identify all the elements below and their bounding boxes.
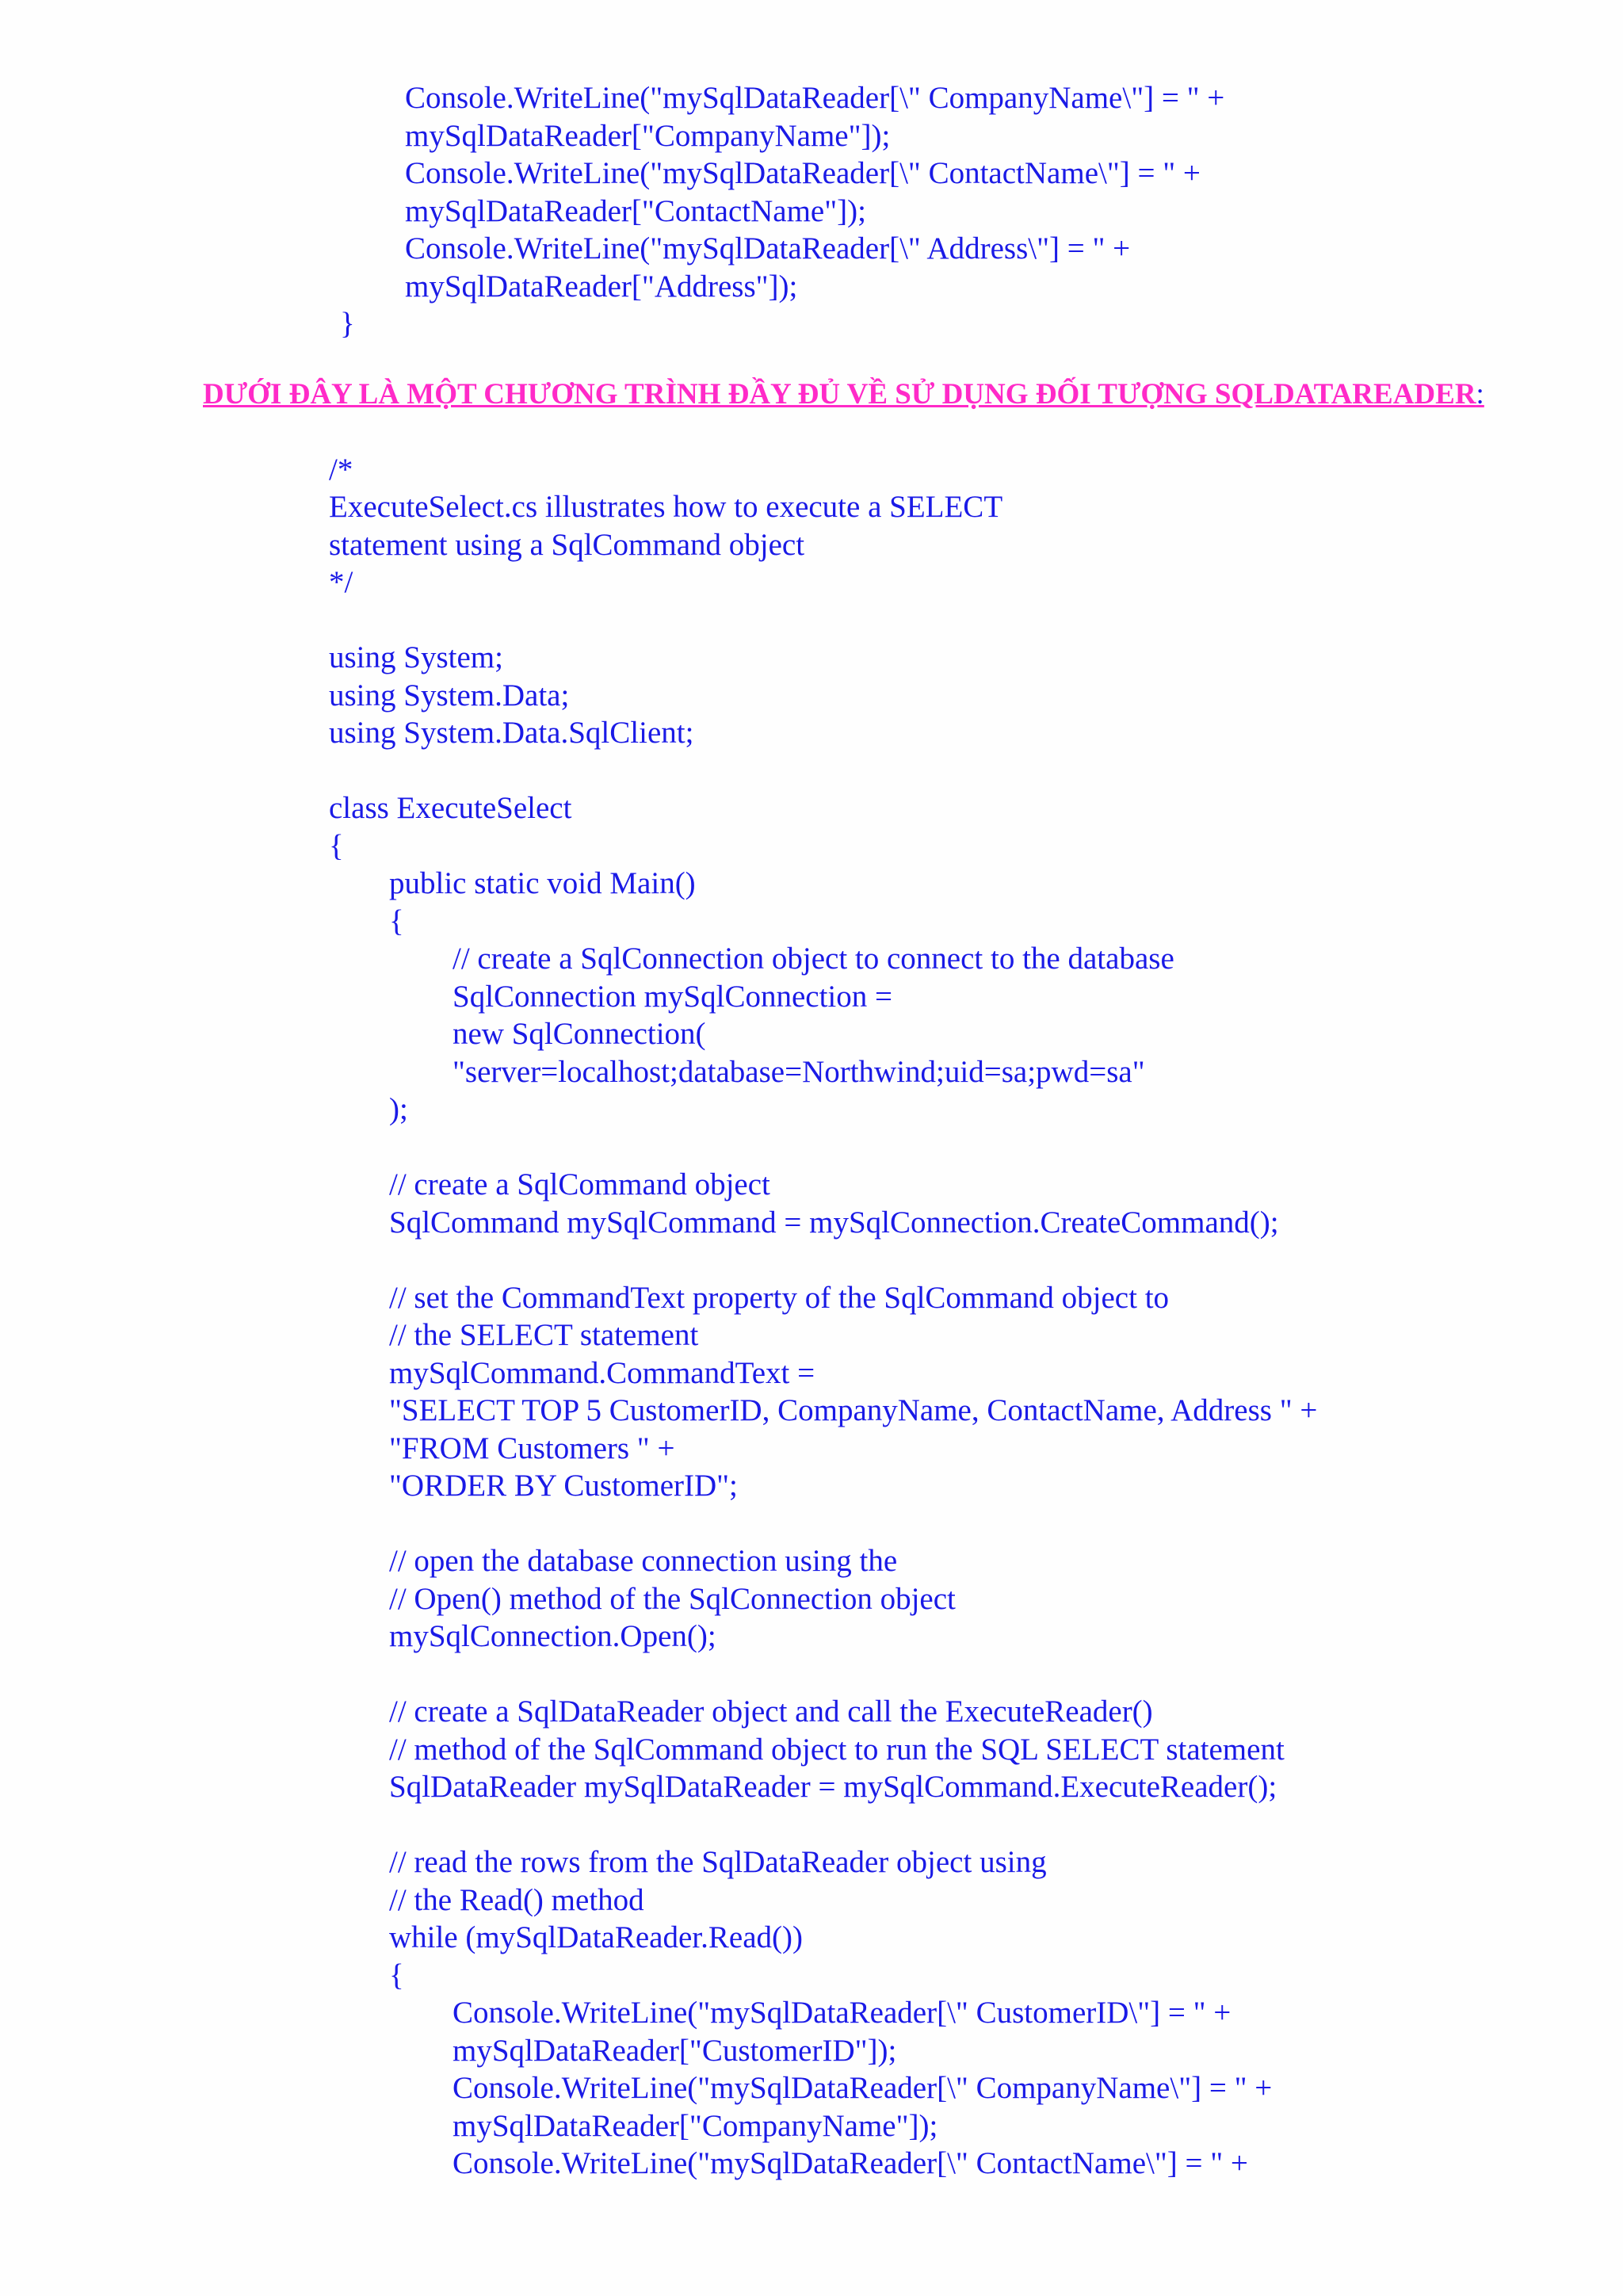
code-line: { [389, 904, 404, 938]
code-line: new SqlConnection( [453, 1017, 706, 1051]
code-line: */ [329, 565, 353, 599]
code-line: SqlConnection mySqlConnection = [453, 980, 892, 1014]
code-line: mySqlDataReader["Address"]); [405, 269, 798, 304]
code-line: } [340, 307, 355, 341]
code-line: SqlDataReader mySqlDataReader = mySqlCommand.ExecuteReader(); [389, 1770, 1277, 1804]
code-line: Console.WriteLine("mySqlDataReader[\" CompanyName\"] = " + [405, 81, 1225, 115]
code-line: while (mySqlDataReader.Read()) [389, 1920, 803, 1954]
code-line: ); [389, 1092, 408, 1126]
code-line: { [389, 1958, 404, 1992]
code-line: mySqlDataReader["ContactName"]); [405, 194, 866, 228]
code-line: statement using a SqlCommand object [329, 528, 805, 562]
code-line: "ORDER BY CustomerID"; [389, 1469, 738, 1503]
code-line: mySqlCommand.CommandText = [389, 1356, 815, 1390]
section-heading-colon: : [1476, 378, 1484, 411]
code-line: // the SELECT statement [389, 1318, 699, 1352]
code-line: public static void Main() [389, 866, 696, 900]
code-line: mySqlDataReader["CustomerID"]); [453, 2034, 897, 2068]
code-line: // the Read() method [389, 1883, 644, 1917]
section-heading-text: DƯỚI ĐÂY LÀ MỘT CHƯƠNG TRÌNH ĐẦY ĐỦ VỀ SỬ DỤNG ĐỐI TƯỢNG SQLDATAREADER [203, 378, 1476, 411]
code-line: /* [329, 453, 353, 487]
code-line: // set the CommandText property of the SqlCommand object to [389, 1281, 1170, 1315]
code-line: using System.Data.SqlClient; [329, 716, 694, 750]
code-line: mySqlDataReader["CompanyName"]); [453, 2109, 938, 2143]
code-line: mySqlConnection.Open(); [389, 1619, 716, 1653]
code-line: "FROM Customers " + [389, 1431, 675, 1465]
code-line: Console.WriteLine("mySqlDataReader[\" CustomerID\"] = " + [453, 1996, 1232, 2030]
code-line: mySqlDataReader["CompanyName"]); [405, 119, 891, 153]
code-line: class ExecuteSelect [329, 791, 572, 825]
code-line: using System; [329, 640, 503, 674]
code-line: // method of the SqlCommand object to run the SQL SELECT statement [389, 1733, 1285, 1767]
code-line: ExecuteSelect.cs illustrates how to execute a SELECT [329, 490, 1003, 524]
code-line: using System.Data; [329, 678, 570, 712]
code-line: Console.WriteLine("mySqlDataReader[\" CompanyName\"] = " + [453, 2071, 1273, 2105]
code-line: SqlCommand mySqlCommand = mySqlConnection.CreateCommand(); [389, 1205, 1279, 1240]
code-line: Console.WriteLine("mySqlDataReader[\" ContactName\"] = " + [405, 156, 1201, 190]
code-line: { [329, 829, 344, 863]
code-line: Console.WriteLine("mySqlDataReader[\" ContactName\"] = " + [453, 2146, 1248, 2180]
code-line: Console.WriteLine("mySqlDataReader[\" Address\"] = " + [405, 231, 1131, 266]
code-line: // create a SqlDataReader object and call the ExecuteReader() [389, 1694, 1153, 1729]
code-line: // open the database connection using the [389, 1544, 898, 1578]
code-line: // Open() method of the SqlConnection object [389, 1582, 956, 1616]
code-line: "server=localhost;database=Northwind;uid=sa;pwd=sa" [453, 1055, 1145, 1089]
code-line: // create a SqlConnection object to connect to the database [453, 942, 1174, 976]
code-line: "SELECT TOP 5 CustomerID, CompanyName, ContactName, Address " + [389, 1393, 1318, 1427]
code-line: // create a SqlCommand object [389, 1167, 770, 1201]
code-line: // read the rows from the SqlDataReader object using [389, 1845, 1047, 1879]
